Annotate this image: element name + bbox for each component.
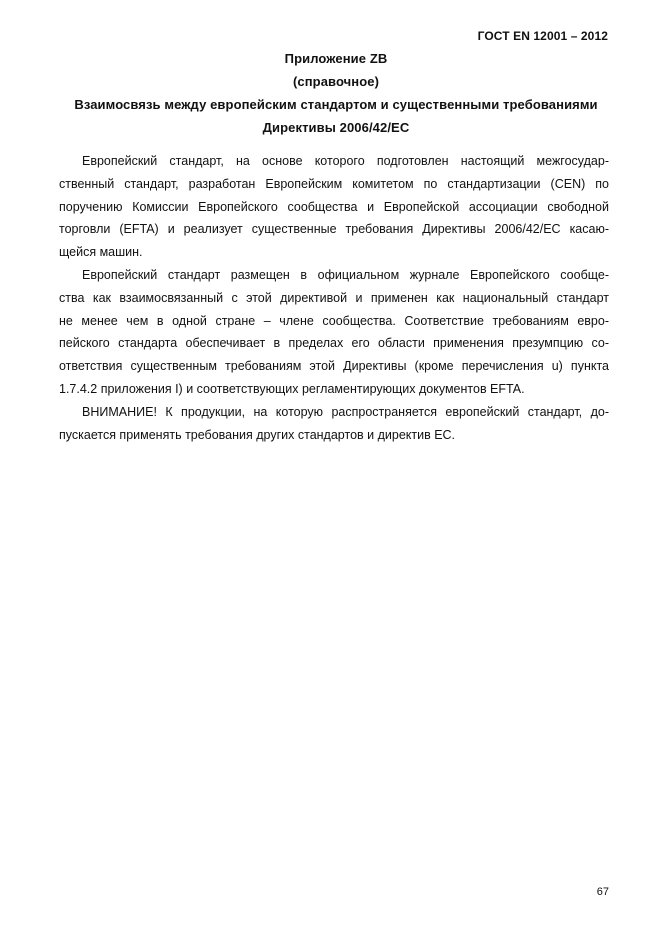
paragraph-2: [59, 264, 609, 401]
document-code: ГОСТ EN 12001 – 2012: [477, 29, 608, 43]
text-line: пейского стандарта обеспечивает в пределах его области применения презумпцию со-: [59, 336, 609, 351]
text-line: щейся машин.: [59, 245, 143, 260]
text-line: Европейский стандарт, на основе которого подготовлен настоящий межгосудар-: [82, 154, 609, 168]
body-text: [59, 150, 609, 446]
text-line: ственный стандарт, разработан Европейским комитетом по стандартизации (CEN) по: [59, 176, 609, 191]
text-line: 1.7.4.2 приложения I) и соответствующих регламентирующих документов EFTA.: [59, 381, 525, 396]
text-line: торговли (EFTA) и реализует существенные требования Директивы 2006/42/ЕС касаю-: [59, 222, 609, 237]
annex-title: Приложение ZB: [284, 51, 388, 66]
annex-heading-line-1: Взаимосвязь между европейским стандартом и существенными требованиями: [74, 97, 598, 112]
text-line: поручению Комиссии Европейского сообщества и Европейской ассоциации свободной: [59, 199, 609, 214]
text-line: ства как взаимосвязанный с этой директивой и применен как национальный стандарт: [59, 290, 609, 305]
text-line: ответствия существенным требованиям этой Директивы (кроме перечисления u) пункта: [59, 359, 609, 374]
text-line: не менее чем в одной стране – члене сообщества. Соответствие требованиям евро-: [59, 313, 609, 328]
annex-type: (справочное): [292, 74, 380, 89]
text-line: ВНИМАНИЕ! К продукции, на которую распространяется европейский стандарт, до-: [82, 404, 609, 419]
page-number: 67: [596, 886, 609, 898]
text-line: пускается применять требования других стандартов и директив ЕС.: [59, 427, 456, 442]
paragraph-3: [59, 401, 609, 447]
paragraph-1: [59, 150, 609, 264]
annex-heading-line-2: Директивы 2006/42/ЕС: [262, 120, 410, 135]
text-line: Европейский стандарт размещен в официальном журнале Европейского сообще-: [82, 267, 609, 282]
